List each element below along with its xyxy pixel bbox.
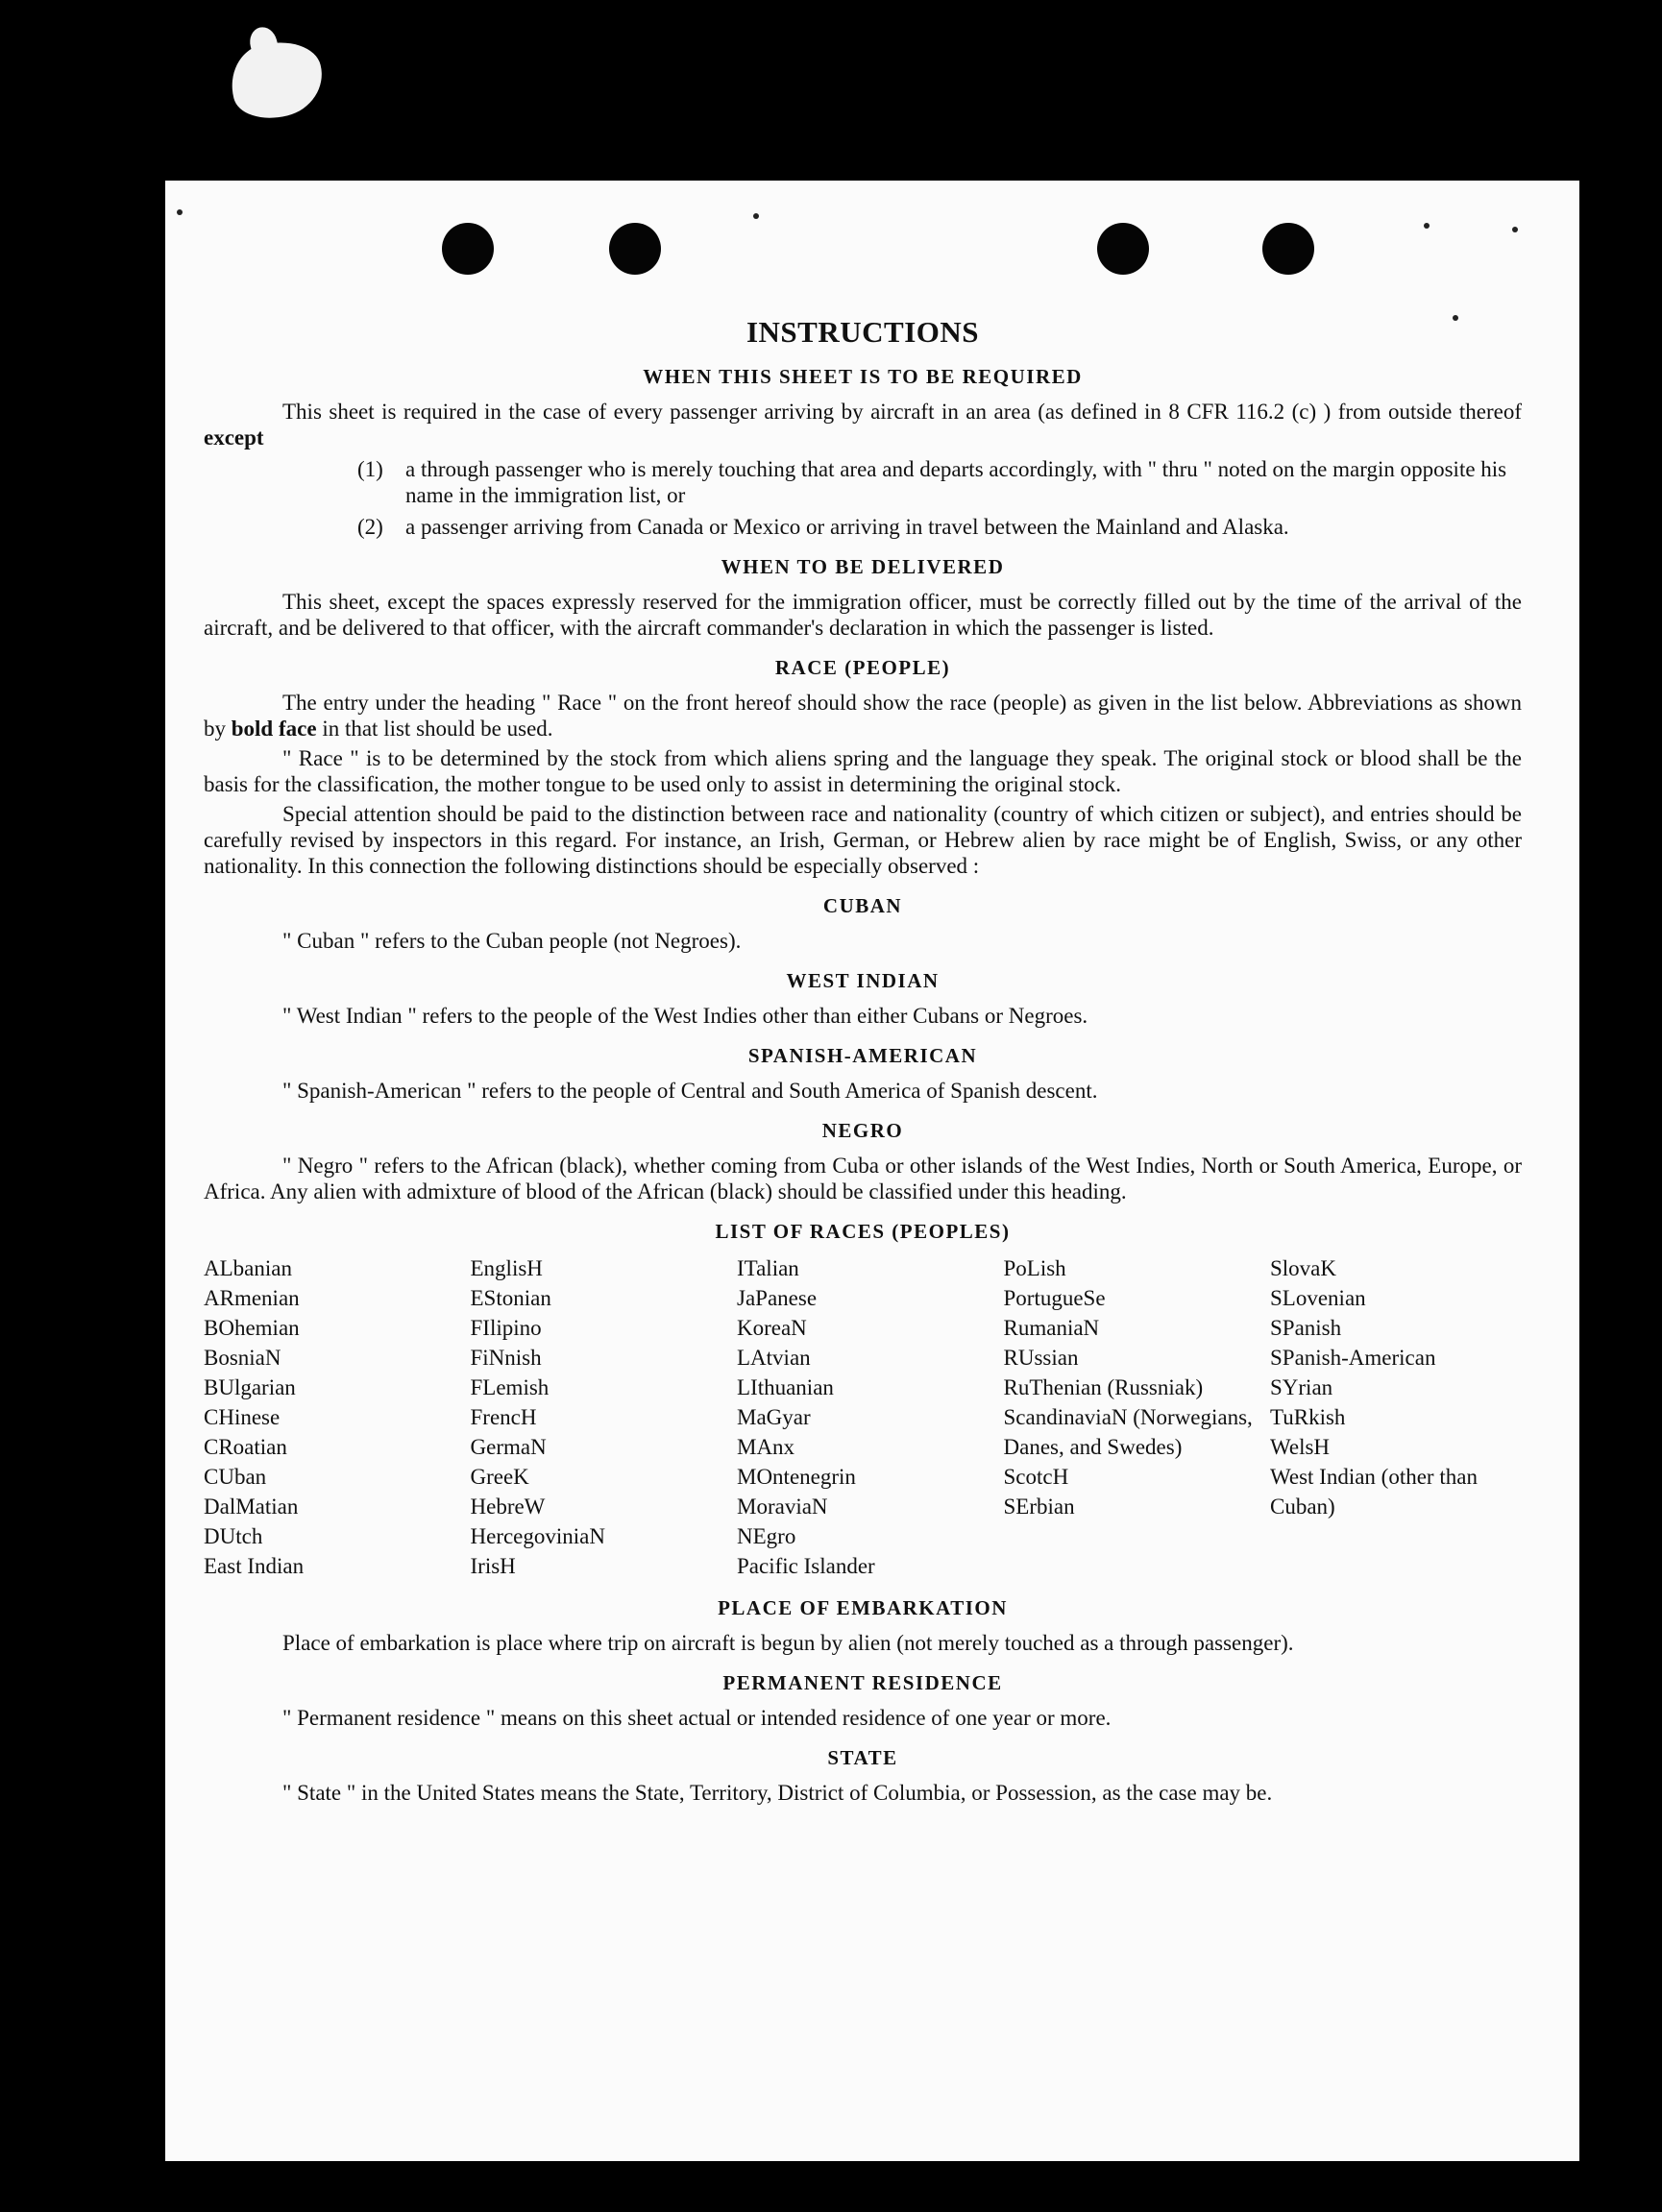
item-text: a passenger arriving from Canada or Mexico or arriving in travel between the Mainland and Alaska.	[405, 515, 1289, 539]
race-item: SYrian	[1270, 1375, 1333, 1399]
race-item: MaGyar	[737, 1405, 811, 1429]
speck	[177, 209, 183, 215]
punch-hole	[1262, 223, 1314, 275]
race-item: LAtvian	[737, 1346, 811, 1370]
punch-hole	[609, 223, 661, 275]
race-paragraph-1	[204, 690, 1522, 741]
speck	[753, 213, 759, 219]
heading-when-required: WHEN THIS SHEET IS TO BE REQUIRED	[643, 365, 1083, 388]
race-column-2	[471, 1253, 722, 1581]
document-page	[165, 181, 1579, 2161]
race-item: ScotcH	[1003, 1465, 1069, 1489]
race-column-3	[737, 1253, 989, 1581]
race-p1-start: The entry under the heading " Race " on the front hereof should show the race (people) as given in the list below. Abbreviations as shown by	[204, 691, 1522, 741]
race-item: CRoatian	[204, 1435, 287, 1459]
race-item: JaPanese	[737, 1286, 818, 1310]
race-item: ScandinaviaN (Norwegians, Danes, and Swedes)	[1003, 1405, 1253, 1459]
scan-artifact-blob	[223, 33, 330, 128]
race-item: WelsH	[1270, 1435, 1331, 1459]
race-item: GreeK	[470, 1465, 529, 1489]
item-number: (2)	[357, 515, 383, 539]
race-item: West Indian (other than Cuban)	[1270, 1465, 1478, 1519]
spanish-american-text: " Spanish-American " refers to the people of Central and South America of Spanish descent.	[282, 1079, 1098, 1103]
race-column-4	[1004, 1253, 1256, 1581]
race-p1-bold: bold face	[231, 717, 317, 741]
race-column-1	[204, 1253, 455, 1581]
race-item: ALbanian	[204, 1256, 292, 1280]
race-item: BosniaN	[204, 1346, 281, 1370]
race-item: East Indian	[204, 1554, 305, 1578]
race-paragraph-2: " Race " is to be determined by the stock from which aliens spring and the language they speak. The original stock or blood shall be the basis for the classification, the mother tongue to be used only to assist in determining the original stock.	[204, 746, 1522, 796]
negro-text: " Negro " refers to the African (black), whether coming from Cuba or other islands of the West Indies, North or South America, Europe, or Africa. Any alien with admixture of blood of the African (black) should be classified under this heading.	[204, 1154, 1522, 1203]
race-item: SPanish-American	[1270, 1346, 1436, 1370]
cuban-text: " Cuban " refers to the Cuban people (not Negroes).	[282, 929, 742, 953]
race-item: SLovenian	[1270, 1286, 1366, 1310]
race-item: MAnx	[737, 1435, 795, 1459]
heading-west-indian: WEST INDIAN	[786, 969, 940, 992]
residence-text: " Permanent residence " means on this sheet actual or intended residence of one year or more.	[282, 1706, 1112, 1730]
race-item: FIlipino	[470, 1316, 542, 1340]
required-intro-text: This sheet is required in the case of every passenger arriving by aircraft in an area (as defined in 8 CFR 116.2 (c) ) from outside thereof	[282, 400, 1522, 424]
race-item: LIthuanian	[737, 1375, 834, 1399]
required-item-2	[357, 514, 1522, 540]
heading-permanent-residence: PERMANENT RESIDENCE	[722, 1671, 1003, 1694]
race-column-5	[1270, 1253, 1522, 1581]
race-item: ARmenian	[204, 1286, 300, 1310]
required-item-1	[357, 456, 1522, 508]
race-item: GermaN	[470, 1435, 547, 1459]
embarkation-text: Place of embarkation is place where trip on aircraft is begun by alien (not merely touched as a through passenger).	[282, 1631, 1294, 1655]
required-intro	[204, 399, 1522, 450]
heading-spanish-american: SPANISH-AMERICAN	[747, 1044, 978, 1067]
race-paragraph-3: Special attention should be paid to the distinction between race and nationality (country of which citizen or subject), and entries should be carefully revised by inspectors in this regard. For instance, an Irish, German, or Hebrew alien by race might be of English, Swiss, or any other nationality. In this connection the following distinctions should be especially observed :	[204, 802, 1522, 878]
speck	[1512, 227, 1518, 232]
race-item: Pacific Islander	[737, 1554, 875, 1578]
race-item: SlovaK	[1270, 1256, 1336, 1280]
race-p1-end: in that list should be used.	[322, 717, 553, 741]
race-item: FrencH	[470, 1405, 537, 1429]
instructions-content	[204, 315, 1522, 1806]
state-text: " State " in the United States means the State, Territory, District of Columbia, or Possession, as the case may be.	[282, 1781, 1273, 1805]
race-item: EnglisH	[470, 1256, 543, 1280]
heading-race: RACE (PEOPLE)	[774, 656, 951, 679]
item-number: (1)	[357, 457, 383, 481]
race-item: PoLish	[1003, 1256, 1066, 1280]
heading-negro: NEGRO	[821, 1119, 904, 1142]
heading-place-of-embarkation: PLACE OF EMBARKATION	[718, 1596, 1008, 1619]
delivered-text: This sheet, except the spaces expressly reserved for the immigration officer, must be correctly filled out by the time of the arrival of the aircraft, and be delivered to that officer, with the aircraft commander's declaration in which the passenger is listed.	[204, 590, 1522, 640]
punch-hole	[1097, 223, 1149, 275]
race-item: SPanish	[1270, 1316, 1342, 1340]
heading-cuban: CUBAN	[822, 894, 903, 917]
race-item: PortugueSe	[1003, 1286, 1106, 1310]
required-intro-bold: except	[204, 425, 264, 450]
heading-list-of-races: LIST OF RACES (PEOPLES)	[715, 1220, 1011, 1243]
west-indian-text: " West Indian " refers to the people of the West Indies other than either Cubans or Negroes.	[282, 1004, 1088, 1028]
race-item: RuThenian (Russniak)	[1003, 1375, 1204, 1399]
heading-when-delivered: WHEN TO BE DELIVERED	[721, 555, 1005, 578]
page-title: INSTRUCTIONS	[745, 315, 979, 349]
speck	[1424, 223, 1430, 229]
race-item: FiNnish	[470, 1346, 542, 1370]
race-item: BOhemian	[204, 1316, 300, 1340]
race-item: RUssian	[1003, 1346, 1079, 1370]
heading-state: STATE	[827, 1746, 898, 1769]
race-item: RumaniaN	[1003, 1316, 1100, 1340]
race-item: TuRkish	[1270, 1405, 1346, 1429]
race-item: ITalian	[737, 1256, 799, 1280]
race-item: HebreW	[470, 1495, 546, 1519]
race-item: CHinese	[204, 1405, 281, 1429]
item-text: a through passenger who is merely touching that area and departs accordingly, with " thru " noted on the margin opposite his name in the immigration list, or	[405, 457, 1507, 507]
race-item: BUlgarian	[204, 1375, 296, 1399]
race-item: SErbian	[1003, 1495, 1075, 1519]
race-item: KoreaN	[737, 1316, 807, 1340]
race-item: IrisH	[470, 1554, 516, 1578]
race-item: HercegoviniaN	[470, 1524, 605, 1548]
race-item: CUban	[204, 1465, 267, 1489]
race-item: MoraviaN	[737, 1495, 828, 1519]
race-item: DalMatian	[204, 1495, 299, 1519]
race-item: DUtch	[204, 1524, 263, 1548]
race-item: NEgro	[737, 1524, 796, 1548]
race-item: MOntenegrin	[737, 1465, 856, 1489]
race-item: FLemish	[470, 1375, 550, 1399]
punch-hole	[442, 223, 494, 275]
race-list	[204, 1253, 1522, 1581]
race-item: EStonian	[470, 1286, 551, 1310]
